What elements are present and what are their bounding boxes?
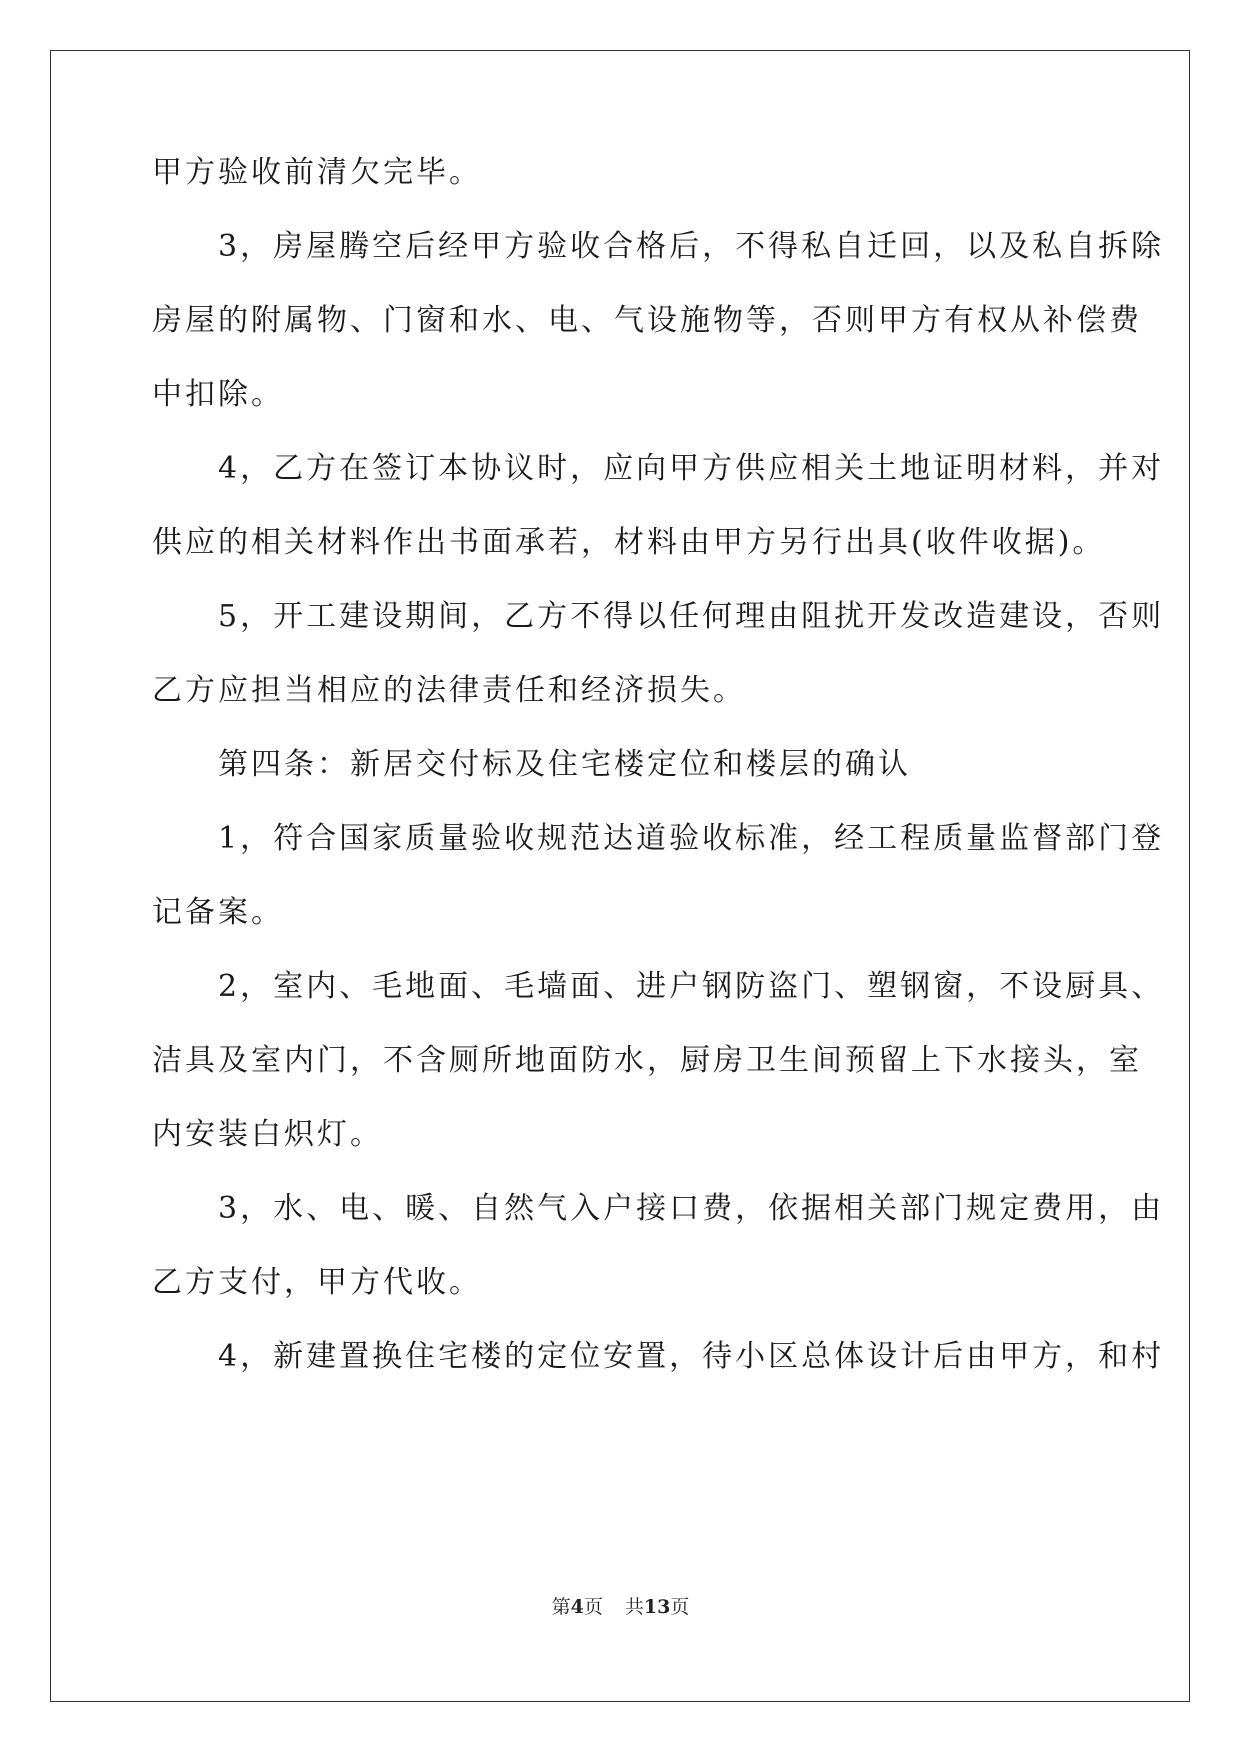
total-prefix: 共 [624,1596,644,1618]
text-line-14: 内安装白炽灯。 [152,1117,383,1152]
text-line-6: 供应的相关材料作出书面承若，材料由甲方另行出具(收件收据)。 [152,525,1106,560]
text-line-15: 3，水、电、暖、自然气入户接口费，依据相关部门规定费用，由 [152,1191,1165,1226]
text-line-4: 中扣除。 [152,377,284,412]
page-suffix: 页 [583,1596,603,1618]
total-pages-number: 13 [643,1596,671,1618]
text-line-7: 5，开工建设期间，乙方不得以任何理由阻扰开发改造建设，否则 [152,599,1165,634]
text-line-10: 1，符合国家质量验收规范达道验收标准，经工程质量监督部门登 [152,821,1165,856]
text-line-12: 2，室内、毛地面、毛墙面、进户钢防盗门、塑钢窗，不设厨具、 [152,969,1165,1004]
text-line-17: 4，新建置换住宅楼的定位安置，待小区总体设计后由甲方，和村 [152,1339,1165,1374]
text-line-16: 乙方支付，甲方代收。 [152,1265,482,1300]
text-line-1: 甲方验收前清欠完毕。 [152,155,482,190]
text-line-5: 4，乙方在签订本协议时，应向甲方供应相关土地证明材料，并对 [152,451,1165,486]
text-line-11: 记备案。 [152,895,284,930]
page-footer [0,1592,1241,1619]
text-line-8: 乙方应担当相应的法律责任和经济损失。 [152,673,746,708]
current-page-number: 4 [570,1596,584,1618]
page-prefix: 第 [551,1596,571,1618]
section-heading: 第四条：新居交付标及住宅楼定位和楼层的确认 [152,747,911,782]
text-line-3: 房屋的附属物、门窗和水、电、气设施物等，否则甲方有权从补偿费 [152,303,1142,338]
text-line-13: 洁具及室内门，不含厕所地面防水，厨房卫生间预留上下水接头，室 [152,1043,1142,1078]
total-suffix: 页 [670,1596,690,1618]
text-line-2: 3，房屋腾空后经甲方验收合格后，不得私自迁回，以及私自拆除 [152,229,1165,264]
